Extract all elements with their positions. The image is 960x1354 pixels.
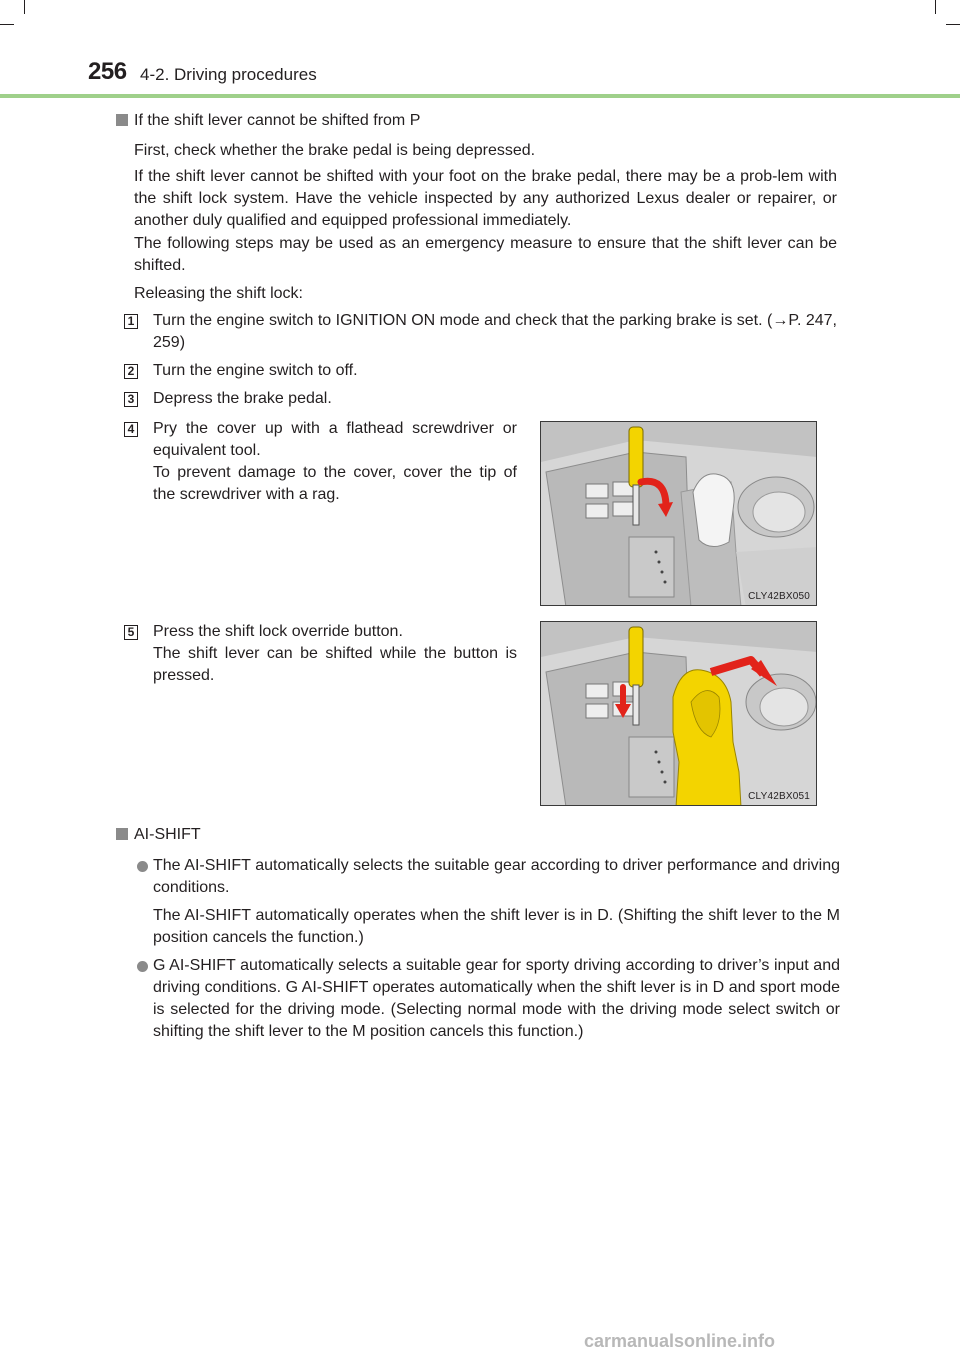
step-text: Pry the cover up with a flathead screwdriver or equivalent tool. <box>153 420 517 459</box>
crop-mark-tr-h <box>946 24 960 25</box>
ai-shift-heading-text: AI-SHIFT <box>134 826 201 843</box>
bullet-icon <box>137 861 148 872</box>
step-text: Depress the brake pedal. <box>153 390 332 407</box>
figure-code: CLY42BX051 <box>748 791 810 802</box>
step-number: 2 <box>124 364 138 379</box>
shift-p-heading-text: If the shift lever cannot be shifted from P <box>134 112 421 129</box>
header-rule <box>0 94 960 98</box>
figure-shift-override <box>540 621 817 806</box>
shift-p-para4: Releasing the shift lock: <box>134 285 303 302</box>
figure-code: CLY42BX050 <box>748 591 810 602</box>
shift-p-para1: First, check whether the brake pedal is being depressed. <box>134 142 536 159</box>
ai-shift-bullet1-sub: The AI-SHIFT automatically operates when the shift lever is in D. (Shifting the shift lever to the M position cancels the function.) <box>153 907 840 946</box>
shift-p-heading <box>116 112 420 130</box>
step-number: 3 <box>124 392 138 407</box>
bullet-icon <box>137 961 148 972</box>
square-bullet-icon <box>116 828 128 840</box>
figure-shift-cover <box>540 421 817 606</box>
shift-p-para2: If the shift lever cannot be shifted with your foot on the brake pedal, there may be a prob-lem with the shift lock system. Have the vehicle inspected by any authorized Lexus dealer or repairer, or another duly qualified and equipped professional immediately. <box>134 168 837 229</box>
page-number: 256 <box>88 58 127 85</box>
shift-p-para3: The following steps may be used as an emergency measure to ensure that the shift lever can be shifted. <box>134 235 837 274</box>
crop-mark-tl-h <box>0 24 14 25</box>
step-text: Turn the engine switch to IGNITION ON mode and check that the parking brake is set. (→P. 247, 259) <box>153 312 837 351</box>
section-title: 4-2. Driving procedures <box>140 65 317 84</box>
step-note: The shift lever can be shifted while the button is pressed. <box>153 645 517 684</box>
step-text: Press the shift lock override button. <box>153 623 403 640</box>
step-text: Turn the engine switch to off. <box>153 362 358 379</box>
crop-mark-tl-v <box>24 0 25 14</box>
ai-shift-bullet2: G AI-SHIFT automatically selects a suitable gear for sporty driving according to driver’s input and driving conditions. G AI-SHIFT operates automatically when the shift lever is in D and sport mode is selected for the driving mode. (Selecting normal mode with the driving mode select switch or shifting the shift lever to the M position cancels this function.) <box>153 957 840 1040</box>
step-note: To prevent damage to the cover, cover the tip of the screwdriver with a rag. <box>153 464 517 503</box>
console-illustration-1 <box>541 422 817 606</box>
watermark: carmanualsonline.info <box>584 1331 776 1351</box>
console-illustration-2 <box>541 622 817 806</box>
step-number: 4 <box>124 422 138 437</box>
crop-mark-tr-v <box>935 0 936 14</box>
step-number: 5 <box>124 625 138 640</box>
ai-shift-bullet1: The AI-SHIFT automatically selects the suitable gear according to driver performance and driving conditions. <box>153 857 840 896</box>
step-number: 1 <box>124 314 138 329</box>
ai-shift-heading <box>116 826 201 844</box>
square-bullet-icon <box>116 114 128 126</box>
